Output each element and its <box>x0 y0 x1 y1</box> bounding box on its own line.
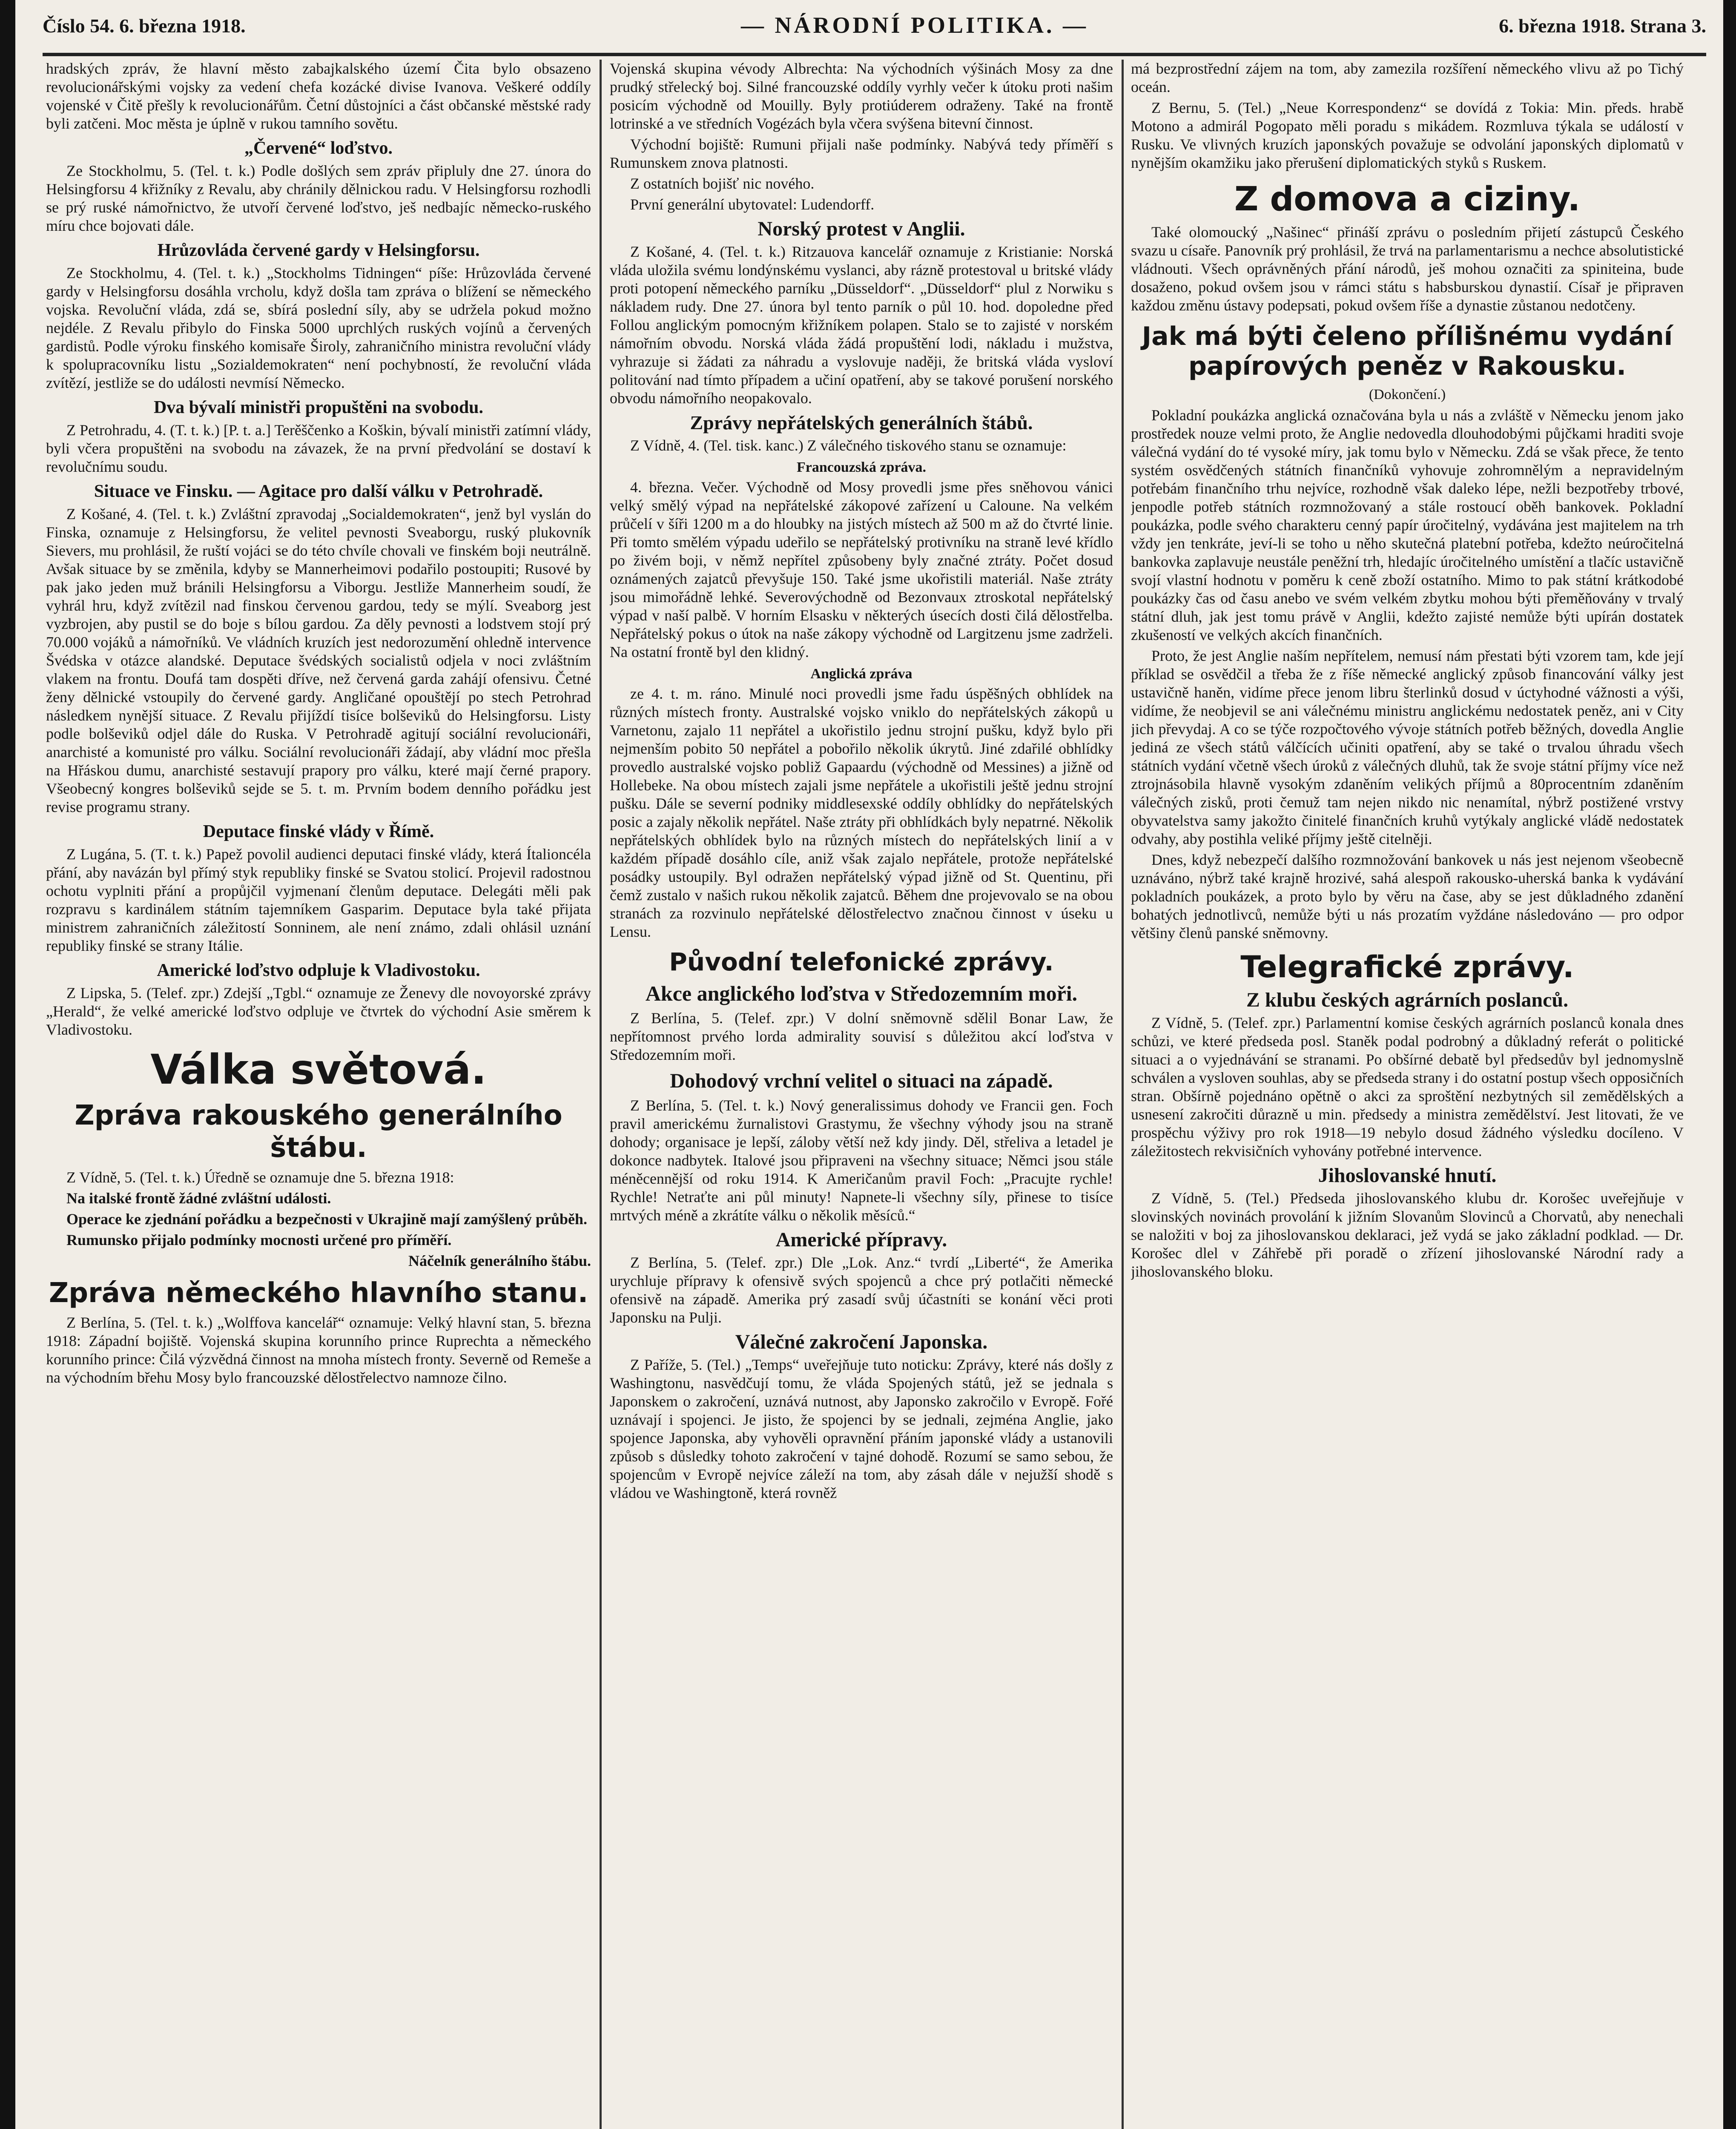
subheadline: Anglická zpráva <box>810 666 912 682</box>
column-rule <box>1122 60 1124 2129</box>
section-title: Válka světová. <box>150 1046 487 1093</box>
headline: Norský protest v Anglii. <box>758 218 965 240</box>
headline: Situace ve Finsku. — Agitace pro další válku v Petrohradě. <box>94 482 543 501</box>
paragraph: Z Vídně, 4. (Tel. tisk. kanc.) Z válečného tiskového stanu se oznamuje: <box>630 437 1067 454</box>
paragraph: Ze Stockholmu, 4. (Tel. t. k.) „Stockholms Tidningen“ píše: Hrůzovláda červené gardy v Helsingforsu dosáhla vrcholu, když došla tam zpráva o blížení se německého vojska. Revoluční vláda, zdá se, sbírá poslední síly, aby se udržela pokud možno nejdéle. Z Revalu přibylo do Finska 5000 uprchlých ruských vojínů a červených gardistů. Podle výroku finského komisaře Široly, zahraničního ministra revoluční vlády k spolupracovníku listu „Sozialdemokraten“ není pochybností, že revoluční vláda zvítězí, jestliže se do události nevmísí Německo. <box>46 264 591 391</box>
paragraph: Ze Stockholmu, 5. (Tel. t. k.) Podle došlých sem zpráv připluly dne 27. února do Helsingforsu 4 křižníky z Revalu, aby chránily dělnickou radu. V Helsingforsu rozhodli se prý ruské námořnictvo, že utvoří červené loďstvo, ješ nedbajíc německo-ruského míru chce bojovati dále. <box>46 162 591 234</box>
paragraph: Z Vídně, 5. (Tel. t. k.) Úředně se oznamuje dne 5. března 1918: <box>66 1169 454 1186</box>
paragraph: Z Košané, 4. (Tel. t. k.) Ritzauova kancelář oznamuje z Kristianie: Norská vláda uložila svému londýnskému vyslanci, aby rázně protestoval u britské vlády proti potopení německého parníku „Düsseldorf“. „Düsseldorf“ plul z Norwiku s nákladem rudy. Dne 27. února byl tento parník o půl 10. hod. dopoledne před Follou anglickým pomocným křižníkem polapen. Stalo se to zajisté v norském námořním obvodu. Norská vláda žádá propuštění lodi, nákladu i mužstva, vyhrazuje si žádati za náhradu a vyslovuje naději, že britská vláda vysloví politování nad tímto případem a učiní opatření, aby se takové porušení norského obvodu námořního neopakovalo. <box>610 243 1113 407</box>
headline: Zprávy nepřátelských generálních štábů. <box>690 412 1033 433</box>
headline: Z klubu českých agrárních poslanců. <box>1246 989 1569 1011</box>
column-1 <box>46 60 591 2129</box>
subheadline: Francouzská zpráva. <box>796 459 927 475</box>
headline: Jak má býti čeleno přílišnému vydání papírových peněz v Rakousku. <box>1142 321 1673 381</box>
headline: Válečné zakročení Japonska. <box>735 1331 988 1353</box>
headline: Zpráva německého hlavního stanu. <box>49 1277 588 1309</box>
column-rule <box>600 60 602 2129</box>
paragraph: Rumunsko přijalo podmínky mocnosti určené pro příměří. <box>66 1231 452 1248</box>
headline: Americké loďstvo odpluje k Vladivostoku. <box>157 961 480 980</box>
paragraph: ze 4. t. m. ráno. Minulé noci provedli jsme řadu úspěšných obhlídek na různých místech fronty. Australské vojsko vniklo do nepřátelských zákopů u Varnetonu, zajalo 11 nepřátel a ukořistilo jednu strojní pušku, když bylo při nejmenším pobito 50 nepřátel a pobořilo několik úkrytů. Jiné zdařilé obhlídky provedlo australské vojsko pobliž Gapaardu (východně od Messines) a jižně od Hollebeke. Na obou místech zajali jsme nepřátele a ukořistili ještě jednu strojní pušku. Dále se severní podniky middlesexské oddíly obhlídky do nepřátelských posic a zajaly několik nepřátel. Naše ztráty při obhlídkách byly nepatrné. Několik nepřátelských obhlídek bylo na různých místech do nepřátelských linií a v každém případě dosáhlo cíle, aniž však zajalo nepřátele, protože nepřátelské posádky ustoupily. Byl odražen nepřátelský výpad jižně od St. Quentinu, při čemž zustalo v našich rukou několik zajatců. Během dne projevovalo se na obou stranách za rozvinulo nepřátelské dělostřelectvo značnou činnost v úseku u Lensu. <box>610 685 1113 940</box>
headline: Akce anglického loďstva v Středozemním moři. <box>645 981 1078 1005</box>
paragraph: Z Berlína, 5. (Tel. t. k.) „Wolffova kancelář“ oznamuje: Velký hlavní stan, 5. března 1918: Západní bojiště. Vojenská skupina korunního prince Ruprechta a německého korunního prince: Čilá výzvědná činnost na mnoha místech fronty. Severně od Remeše a na východním břehu Mosy bylo francouzské dělostřelectvo namnoze čilno. <box>46 1314 591 1386</box>
headline: Jihoslovanské hnutí. <box>1318 1164 1497 1187</box>
section-title: Telegrafické zprávy. <box>1240 950 1574 984</box>
paragraph: Z Bernu, 5. (Tel.) „Neue Korrespondenz“ se dovídá z Tokia: Min. předs. hrabě Motono a admirál Pogopato měli poradu s mikádem. Rozmluva týkala se událostí v Rusku. Ve vlivných kruzích japonských považuje se odvolání japonských diplomatů v nynějším okamžiku jako přerušení diplomatických styků s Ruskem. <box>1131 99 1684 171</box>
scan-edge-left <box>0 0 15 2129</box>
page-number: 6. března 1918. Strana 3. <box>1499 15 1706 37</box>
paragraph: Proto, že jest Anglie naším nepřítelem, nemusí nám přestati býti vzorem tam, kde její příklad se osvědčil a třeba že z říše německé anglický způsob financování války jest ustavičně haněn, vidíme přece jenom libru šterlinků dosud v úctyhodné vážnosti a výši, vidíme, že neobjevil se ani válečnému ministru anglickému nedostatek peněz, ani v City jich převydaj. A co se týče rozpočtového vývoje státních potřeb běžných, dovedla Anglie jediná ze všech států válčících učiniti opatření, aby se také o trvalou úhradu všech státních vydání včetně všech úroků z válečných dluhů, tak že svoje státní příjmy více než ztrojnásobila hlavně vysokým zdaněním velikých příjmů a 80procentním zdaněním válečných zisků, proti čemuž tam nejen nikdo nic nenamítal, nýbrž postižené vrstvy obyvatelstva samy jakožto činitelé finančních kruhů vytýkaly anglické vládě nedostatek odvahy, aby postihla veliké příjmy ještě citelněji. <box>1131 647 1684 847</box>
headline: Dva bývalí ministři propuštěni na svobodu. <box>153 398 484 417</box>
subtitle: (Dokončení.) <box>1369 387 1446 402</box>
paragraph: Operace ke zjednání pořádku a bezpečnosti v Ukrajině mají zamýšlený průběh. <box>66 1211 587 1228</box>
paragraph: Z Paříže, 5. (Tel.) „Temps“ uveřejňuje tuto noticku: Zprávy, které nás došly z Washingtonu, nasvědčují tomu, že vláda Spojených států, jež se jednala s Japonskem o zakročení, uznává nutnost, aby Japonsko zakročilo v Evropě. Fořé uznávají i spojenci. Je jisto, že spojenci by se jednali, zejména Anglie, jako spojence Japonska, aby vyhověli opravnění přáním japonské vlády a ustanovili způsob s důsledky tohoto zakročení v tajné dohodě. Rozumí se samo sebou, že spojencům v Evropě nejvíce záleží na tom, aby zásah dále v nejužší shodě s vládou ve Washingtoně, která rovněž <box>610 1356 1113 1501</box>
paragraph: Východní bojiště: Rumuni přijali naše podmínky. Nabývá tedy příměří s Rumunskem znova platnosti. <box>610 136 1113 171</box>
section-title: Původní telefonické zprávy. <box>669 947 1054 976</box>
headline: Dohodový vrchní velitel o situaci na západě. <box>670 1070 1053 1092</box>
section-title: Z domova a ciziny. <box>1234 180 1581 218</box>
paragraph: 4. března. Večer. Východně od Mosy provedli jsme přes sněhovou vánici velký smělý výpad na nepřátelské zákopové zařízení u Caloune. Na velkém průčelí v šíři 1200 m a do hloubky na jistých místech až 500 m až do čtvrté linie. Při tomto smělém výpadu udeřilo se nepřátelský protivníku na straně levé křídlo po živém boji, v němž nepřítel způsobeny byly značné ztráty. Počet dosud oznámených zajatců převyšuje 150. Také jsme ukořistili materiál. Naše ztráty jsou mimořádně lehké. Severovýchodně od Bezonvaux ztroskotal nepřátelský výpad v naší palbě. V horním Elsasku v některých úsecích dosti čilá dělostřelba. Nepřátelský pokus o útok na naše zákopy východně od Largitzenu jsme zadrželi. Na ostatní frontě byl den klidný. <box>610 479 1113 660</box>
paragraph: Z Lipska, 5. (Telef. zpr.) Zdejší „Tgbl.“ oznamuje ze Ženevy dle novoyorské zprávy „Herald“, že velké americké loďstvo odpluje ve čtvrtek do východní Asie směrem k Vladivostoku. <box>46 984 591 1038</box>
paragraph: Z ostatních bojišť nic nového. <box>630 175 815 192</box>
issue-date: Číslo 54. 6. března 1918. <box>43 15 246 37</box>
paragraph: Z Berlína, 5. (Telef. zpr.) V dolní sněmovně sdělil Bonar Law, že nepřítomnost prvého lorda admirality souvisí s důležitou akcí loďstva v Středozemním moři. <box>610 1010 1113 1063</box>
headline: Zpráva rakouského generálního štábu. <box>75 1100 562 1164</box>
headline: Americké přípravy. <box>775 1228 947 1251</box>
headline: „Červené“ loďstvo. <box>244 138 393 158</box>
scan-edge-right <box>1723 0 1736 2129</box>
page-header <box>43 3 1706 56</box>
masthead-title: — NÁRODNÍ POLITIKA. — <box>741 12 1089 38</box>
paragraph: má bezprostřední zájem na tom, aby zamezila rozšíření německého vlivu až po Tichý oceán. <box>1131 60 1684 95</box>
paragraph: Dnes, když nebezpečí dalšího rozmnožování bankovek u nás jest nejenom všeobecně uznáváno, nýbrž také krajně hrozivé, sahá alespoň rakousko-uherská banka k vydávání pokladních poukázek, a proto bylo by věru na čase, aby se jest důkladného zdanění bohatých jednotlivců, nemůže býti u nás prozatím vyždáne následováno — pro odpor většiny členů panské sněmovny. <box>1131 851 1684 941</box>
column-2 <box>610 60 1113 2129</box>
paragraph: Z Košané, 4. (Tel. t. k.) Zvláštní zpravodaj „Socialdemokraten“, jenž byl vyslán do Finska, oznamuje z Helsingforsu, že velitel pevnosti Sveaborgu, ruský plukovník Sievers, mu prohlásil, že ruští vojáci se do této chvíle chovali ve finském boji neutrálně. Avšak situace by se změnila, kdyby se Mannerheimovi podařilo postoupiti; Rusové by pak jako jeden muž bránili Helsingforsu a Viborgu. Jestliže Mannerheim soudí, že vyhrál hru, když zvítězil nad finskou červenou gardou, tedy se mýlí. Sveaborg jest vyzbrojen, aby pustil se do boje s bílou gardou. Za děly pevnosti a lodstvem stojí prý 70.000 vojáků a námořníků. Ve vládních kruzích jest nedorozumění ohledně intervence Švédska v otázce alandské. Deputace švédských socialistů odjela v noci zvláštním vlakem na frontu. Doufá tam dospěti dříve, než červená garda zahájí ofensivu. Četné ženy dělnické vstoupily do červené gardy. Angličané opouštějí po stech Petrohrad následkem nynější situace. Z Revalu přijíždí tisíce bolševiků do Helsingforsu. Listy podle bolševiků odjel dále do Ruska. V Petrohradě agitují sociální revolucionáři, anarchisté a komunisté pro válku. Sociální revolucionáři žádají, aby vládní moc přešla na Hřáskou dumu, anarchisté sestavují prapory pro válku, které mají černé prapory. Všeobecný kongres bolševiků sejde se 5. t. m. Prvním bodem denního pořádku jest revise programu strany. <box>46 505 591 815</box>
paragraph: Z Berlína, 5. (Tel. t. k.) Nový generalissimus dohody ve Francii gen. Foch pravil americkému žurnalistovi Grastymu, že všechny výhody jsou na straně dohody; organisace je lepší, záloby větší než kdy jindy. Děl, střeliva a letadel je dokonce nadbytek. Italové jsou připraveni na všechny situace; Němci jsou stále méněcennější od roku 1914. K Američanům pravil Foch: „Pracujte rychle! Rychle! Netraťte ani půl minuty! Napnete-li všechny síly, přinese to tisíce mrtvých méně a zkrátíte válku o několik měsíců.“ <box>610 1097 1113 1224</box>
paragraph: Z Vídně, 5. (Tel.) Předseda jihoslovanského klubu dr. Korošec uveřejňuje v slovinských novinách provolání k jižním Slovanům Slovinců a Chorvatů, aby nenechali se naložiti v boj za jihoslovanskou deklaraci, jež vydá se jako základní podklad. — Dr. Korošec dlel v Záhřebě při poradě o zřízení jihoslovanské Národní rady a jihoslovanského bloku. <box>1131 1190 1684 1280</box>
paragraph: hradských zpráv, že hlavní město zabajkalského území Čita bylo obsazeno revolucionářskými vojsky za vedení chefa kozácké divise Ivanova. Veškeré oddíly vojenské v Čitě přešly k revolucionářům. Četní důstojníci a část občanské městské rady byli zatčeni. Moc města je úplně v rukou tamního sovětu. <box>46 60 591 132</box>
paragraph: Pokladní poukázka anglická označována byla u nás a zvláště v Německu jenom jako prostředek nouze velmi proto, že Anglie nedovedla dlouhodobými půjčkami hraditi svoje válečná vydání do té vysoké míry, jak tomu bylo v Německu. Zdá se však přece, že tento systém osvědčených státních finančníků vyhovuje zohromnělým a nepravidelným potřebám finančního trhu nejvíce, rozhodně však daleko lépe, nežli bezpotřeby trbové, jenpodle potřeb státních rozmnožovaný a stále rostoucí oběh bankovek. Pokladní poukázka, podle svého charakteru cenný papír úročitelný, vydávána jest majitelem na trh vždy jen tenkráte, jeví-li se toho u něho skutečná platební potřeba, kdežto neúročitelná bankovka zaplavuje neustále peněžní trh, hledajíc úročitelného umístění a tlačíc ustavičně svojí vlastní hodnotu v poměru k ceně zboží ostatního. Mimo to pak státní krátkodobé poukázky čas od času anebo ve svém velkém zbytku mohou býti přeměňovány v trvalý státní dluh, jak jest tomu právě v Anglii, kdežto zajisté nemůže býti upírán dostatek zkušeností ve velkých akcích finančních. <box>1131 407 1684 643</box>
paragraph: Na italské frontě žádné zvláštní události. <box>66 1190 331 1207</box>
paragraph: Z Vídně, 5. (Telef. zpr.) Parlamentní komise českých agrárních poslanců konala dnes schůzi, ve které předseda posl. Staněk podal podrobný a důkladný referát o politické situaci a o vyjednávání se stranami. Po obšírné debatě byl předsedův byl jednomyslně schválen a vysloven souhlas, aby se předseda strany i do ostatní postup všech opposičních stran. Obšírně pojednáno opětně o akci za sproštění nezbytných sil zemědělských a usnesení zakročiti důrazně u min. předsedy a ministra zemědělství. Jest litovati, že ve prospěchu výživy pro rok 1918—19 nebylo dosud žádného výsledku docíleno. V záležitostech rekvisičních vyhovány potřebné intervence. <box>1131 1014 1684 1159</box>
headline: Deputace finské vlády v Římě. <box>203 822 434 841</box>
paragraph: Z Berlína, 5. (Telef. zpr.) Dle „Lok. Anz.“ tvrdí „Liberté“, že Amerika urychluje přípravy k ofensivě svých spojenců a chce prý potlačiti německé ofensivě na západě. Amerika prý zasadí svůj účastníti se konání věci proti Japonsku na Pulji. <box>610 1254 1113 1326</box>
paragraph: Z Lugána, 5. (T. t. k.) Papež povolil audienci deputaci finské vlády, která Ítalioncéla přání, aby navázán byl přímý styk republiky finské se Svatou stolicí. Projevil radostnou ochotu vyplniti přání a propůjčil vyjmenaní členům deputace. Delegáti měli pak rozpravu s kardinálem státním tajemníkem Gasparim. Deputace byla také přijata ministrem zahraničních záležitostí Sonninem, ale není známo, zdali ohlásil uznání republiky finské se strany Itálie. <box>46 846 591 954</box>
paragraph: Vojenská skupina vévody Albrechta: Na východních výšinách Mosy za dne prudký střelecký boj. Silné francouzské oddíly vyrhly večer k útoku proti našim posicím východně od Mouilly. Byly protiúderem odraženy. Také na frontě lotrinské a ve středních Vogézách byla včera svýšena bitevní činnost. <box>610 60 1113 132</box>
paragraph: Také olomoucký „Našinec“ přináší zprávu o posledním přijetí zástupců Českého svazu u císaře. Panovník prý prohlásil, že trvá na parlamentarismu a nechce absolutistické vládnouti. Všech oprávněných přání národů, ješ mohou označiti za spiniteina, bude dosaženo, pokud ovšem jsou v rámci státu s habsburskou dynastií. Císař je připraven každou změnu ústavy podepsati, pokud ovšem říše a dynastie zůstanou nedotčeny. <box>1131 224 1684 314</box>
headline: Hrůzovláda červené gardy v Helsingforsu. <box>157 241 480 260</box>
paragraph: První generální ubytovatel: Ludendorff. <box>630 196 875 213</box>
signature: Náčelník generálního štábu. <box>408 1252 591 1269</box>
paragraph: Z Petrohradu, 4. (T. t. k.) [P. t. a.] Terěščenko a Koškin, bývalí ministři zatímní vlády, byli včera propuštěni na svobodu na závazek, že na první předvolání se dostaví k revolučnímu soudu. <box>46 422 591 475</box>
column-3 <box>1131 60 1684 2129</box>
